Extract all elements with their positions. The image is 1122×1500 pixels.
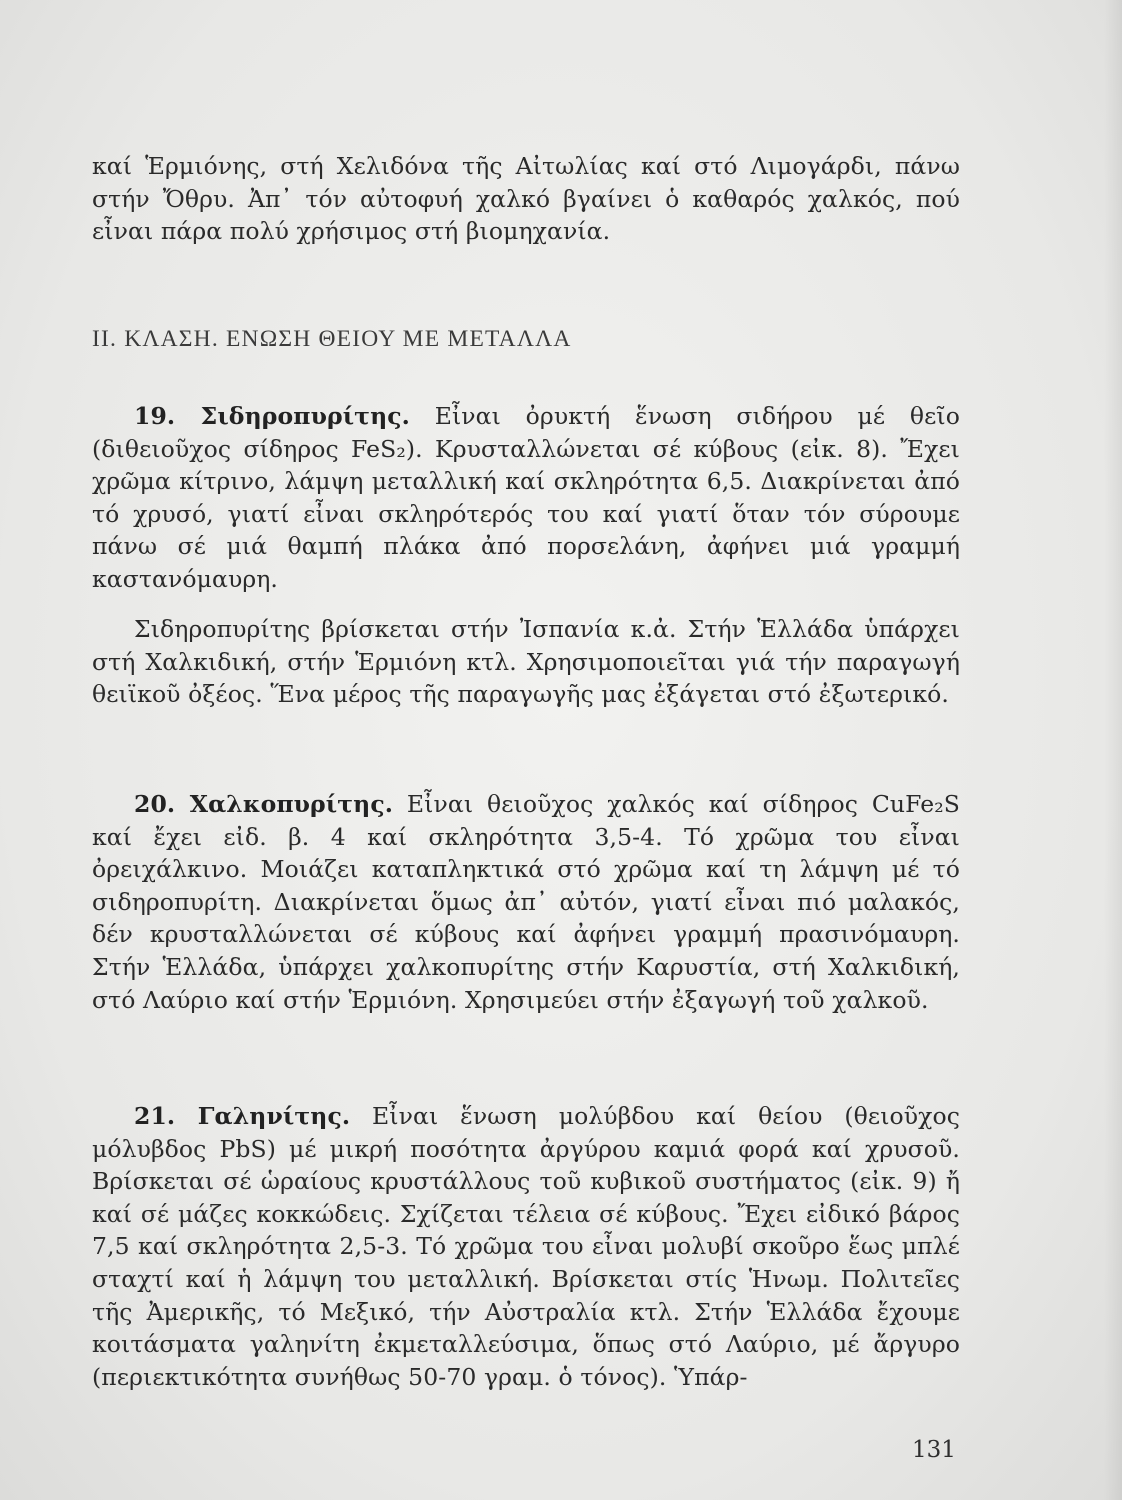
entry-20-paragraph (92, 788, 960, 1016)
entry-19-title: 19. Σιδηροπυρίτης. (134, 402, 410, 430)
entry-19-block (92, 400, 960, 596)
entry-19-continuation-block (92, 613, 960, 711)
page-number: 131 (912, 1437, 956, 1463)
section-heading: II. ΚΛΑΣΗ. ΕΝΩΣΗ ΘΕΙΟΥ ΜΕ ΜΕΤΑΛΛΑ (92, 326, 572, 352)
intro-paragraph: καί Ἑρμιόνης, στή Χελιδόνα τῆς Αἰτωλίας καί στό Λιμογάρδι, πάνω στήν Ὄθρυ. Ἀπ᾽ τόν αὐτοφυή χαλκό βγαίνει ὁ καθαρός χαλκός, πού εἶναι πάρα πολύ χρήσιμος στή βιομηχανία. (92, 152, 960, 246)
entry-19-paragraph (92, 400, 960, 596)
entry-19-text: Εἶναι ὀρυκτή ἕνωση σιδήρου μέ θεῖο (διθειοῦχος σίδηρος FeS₂). Κρυσταλλώνεται σέ κύβους (εἰκ. 8). Ἔχει χρῶμα κίτρινο, λάμψη μεταλλική καί σκληρότητα 6,5. Διακρίνεται ἀπό τό χρυσό, γιατί εἶναι σκληρότερός του καί γιατί ὅταν τόν σύρουμε πάνω σέ μιά θαμπή πλάκα ἀπό πορσελάνη, ἀφήνει μιά γραμμή καστανόμαυρη. (92, 402, 960, 593)
entry-20-title: 20. Χαλκοπυρίτης. (134, 790, 394, 818)
intro-paragraph-block (92, 150, 960, 248)
entry-21-paragraph (92, 1100, 960, 1393)
entry-19-continuation: Σιδηροπυρίτης βρίσκεται στήν Ἰσπανία κ.ἀ. Στήν Ἑλλάδα ὑπάρχει στή Χαλκιδική, στήν Ἑρμιόνη κτλ. Χρησιμοποιεῖται γιά τήν παραγωγή θειϊκοῦ ὀξέος. Ἕνα μέρος τῆς παραγωγῆς μας ἐξάγεται στό ἐξωτερικό. (92, 615, 960, 709)
scan-edge-shadow (1104, 0, 1122, 1500)
entry-21-title: 21. Γαληνίτης. (134, 1102, 351, 1130)
entry-21-text: Εἶναι ἕνωση μολύβδου καί θείου (θειοῦχος μόλυβδος PbS) μέ μικρή ποσότητα ἀργύρου καμιά φορά καί χρυσοῦ. Βρίσκεται σέ ὡραίους κρυστάλλους τοῦ κυβικοῦ συστήματος (εἰκ. 9) ἤ καί σέ μάζες κοκκώδεις. Σχίζεται τέλεια σέ κύβους. Ἔχει εἰδικό βάρος 7,5 καί σκληρότητα 2,5-3. Τό χρῶμα του εἶναι μολυβί σκοῦρο ἕως μπλέ σταχτί καί ἡ λάμψη του μεταλλική. Βρίσκεται στίς Ἡνωμ. Πολιτεῖες τῆς Ἀμερικῆς, τό Μεξικό, τήν Αὐστραλία κτλ. Στήν Ἑλλάδα ἔχουμε κοιτάσματα γαληνίτη ἐκμεταλλεύσιμα, ὅπως στό Λαύριο, μέ ἄργυρο (περιεκτικότητα συνήθως 50-70 γραμ. ὁ τόνος). Ὑπάρ- (92, 1102, 960, 1391)
entry-20-block (92, 788, 960, 1016)
entry-20-text: Εἶναι θειοῦχος χαλκός καί σίδηρος CuFe₂S καί ἔχει εἰδ. β. 4 καί σκληρότητα 3,5-4. Τό χρῶμα του εἶναι ὀρειχάλκινο. Μοιάζει καταπληκτικά στό χρῶμα καί τη λάμψη μέ τό σιδηροπυρίτη. Διακρίνεται ὅμως ἀπ᾽ αὐτόν, γιατί εἶναι πιό μαλακός, δέν κρυσταλλώνεται σέ κύβους καί ἀφήνει γραμμή πρασινόμαυρη. Στήν Ἑλλάδα, ὑπάρχει χαλκοπυρίτης στήν Καρυστία, στή Χαλκιδική, στό Λαύριο καί στήν Ἑρμιόνη. Χρησιμεύει στήν ἐξαγωγή τοῦ χαλκοῦ. (92, 790, 960, 1014)
entry-21-block (92, 1100, 960, 1393)
